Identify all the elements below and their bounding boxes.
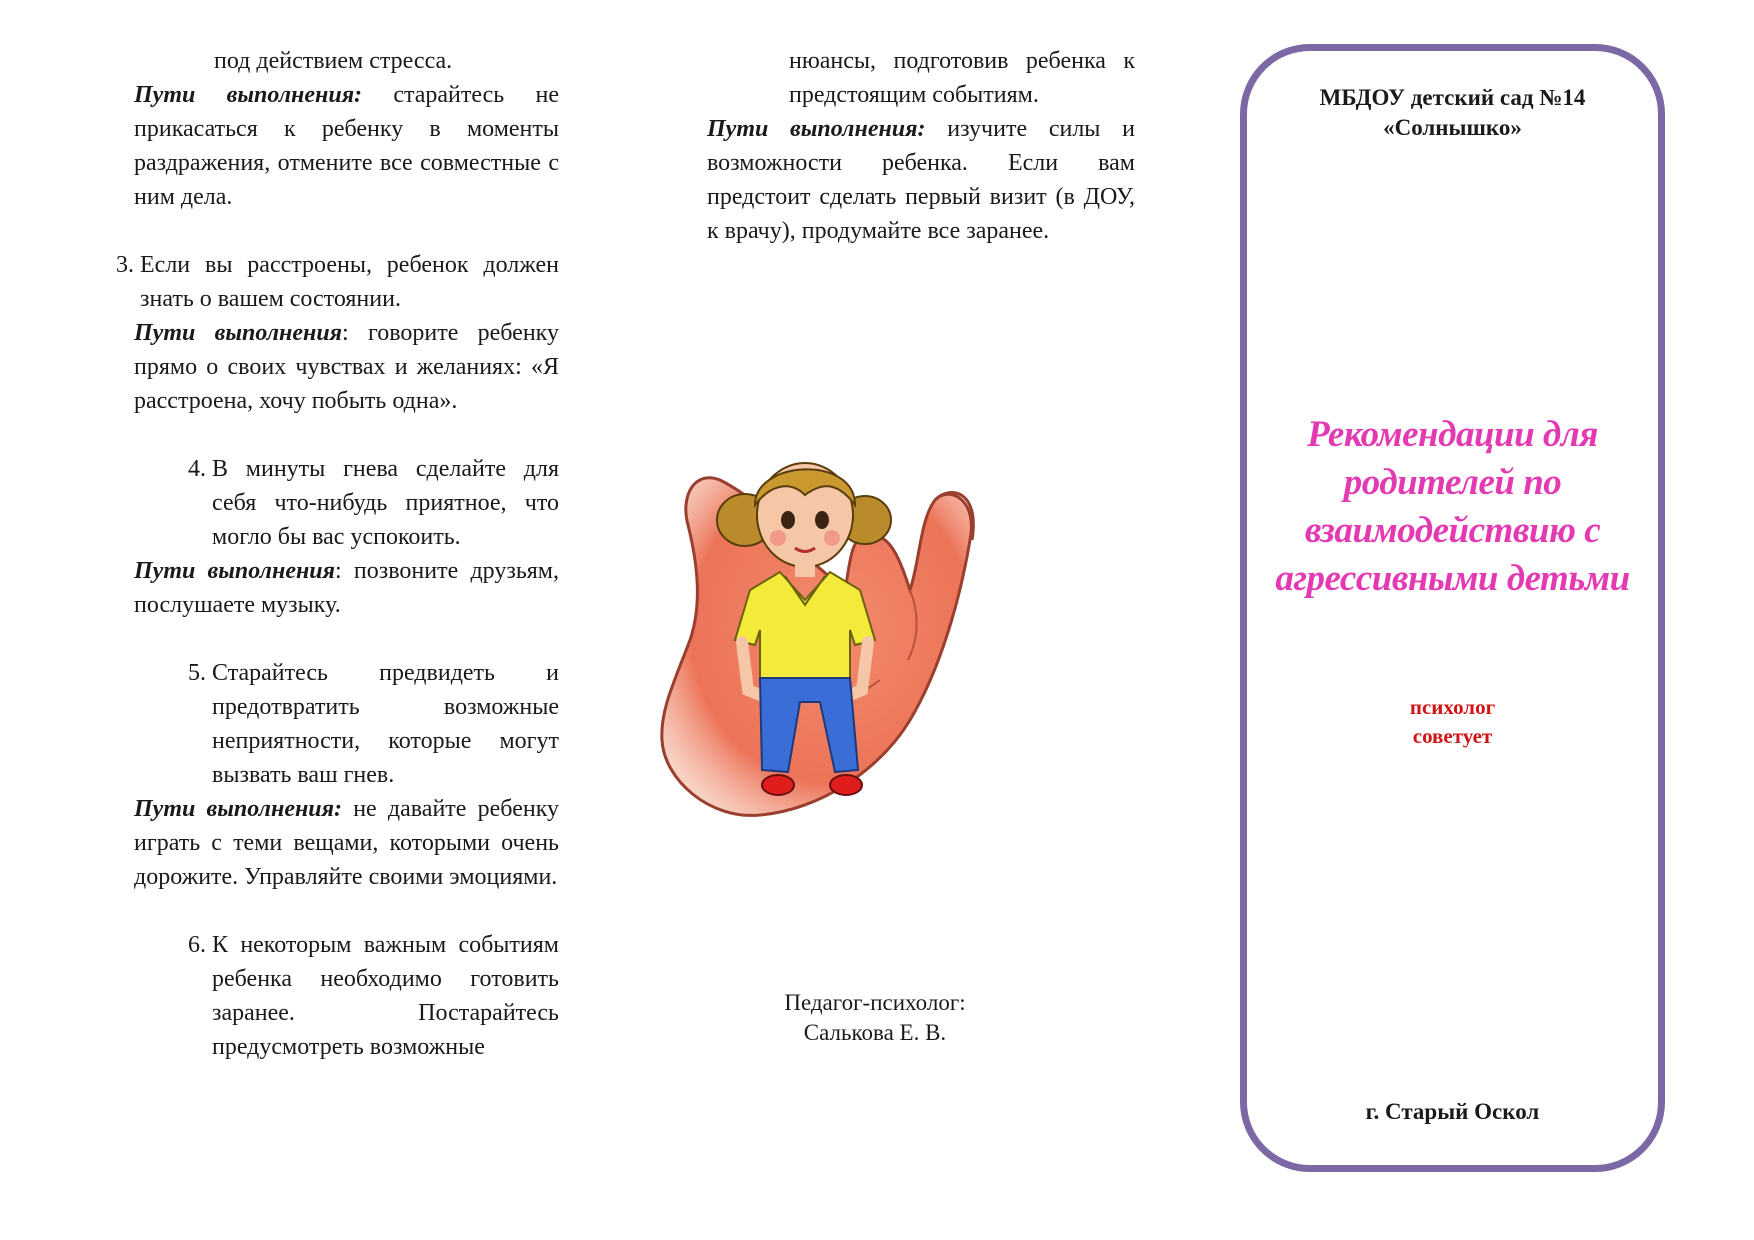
advice-line: психолог bbox=[1409, 695, 1496, 719]
list-item bbox=[134, 928, 559, 1064]
list-number: 5. bbox=[188, 660, 206, 686]
ways-text: не давайте ребенку играть с теми вещами, которыми очень дорожите. Управляйте своими эмоциями. bbox=[134, 796, 560, 890]
advice-line: советует bbox=[1412, 724, 1493, 748]
ways-label: Пути выполнения bbox=[134, 320, 343, 346]
paragraph bbox=[134, 316, 559, 418]
ways-label: Пути выполнения: bbox=[134, 796, 342, 822]
organization-name bbox=[1247, 83, 1658, 143]
list-number: 6. bbox=[188, 932, 206, 958]
city-name: г. Старый Оскол bbox=[1365, 1099, 1540, 1124]
list-number: 3. bbox=[116, 252, 134, 278]
org-line: «Солнышко» bbox=[1383, 115, 1522, 140]
list-item bbox=[134, 452, 559, 554]
paragraph bbox=[134, 78, 559, 214]
paragraph bbox=[707, 112, 1135, 248]
text-line: под действием стресса. bbox=[214, 48, 453, 74]
advice-caption bbox=[1247, 693, 1658, 751]
list-number: 4. bbox=[188, 456, 206, 482]
list-text: В минуты гнева сделайте для себя что-нибудь приятное, что могло бы вас успокоить. bbox=[212, 456, 559, 550]
list-item bbox=[98, 248, 559, 316]
org-line: МБДОУ детский сад №14 bbox=[1319, 85, 1586, 110]
middle-panel bbox=[707, 44, 1135, 248]
paragraph bbox=[134, 554, 559, 622]
ways-label: Пути выполнения bbox=[134, 558, 336, 584]
paragraph: нюансы, подготовив ребенка к предстоящим событиям. bbox=[789, 48, 1135, 108]
author-name: Салькова Е. В. bbox=[803, 1020, 947, 1045]
list-text: Старайтесь предвидеть и предотвратить возможные неприятности, которые могут вызвать ваш гнев. bbox=[212, 660, 559, 788]
ways-text: : позвоните друзьям, послушаете музыку. bbox=[134, 558, 559, 618]
brochure-title: Рекомендации для родителей по взаимодействию с агрессивными детьми bbox=[1275, 414, 1630, 599]
cover-panel bbox=[1240, 44, 1665, 1172]
ways-text: изучите силы и возможности ребенка. Если вам предстоит сделать первый визит (в ДОУ, к врачу), продумайте все заранее. bbox=[707, 116, 1135, 244]
list-item bbox=[134, 656, 559, 792]
author-role: Педагог-психолог: bbox=[784, 990, 966, 1015]
author-block bbox=[740, 988, 1010, 1048]
list-text: Если вы расстроены, ребенок должен знать о вашем состоянии. bbox=[140, 252, 559, 312]
ways-label: Пути выполнения: bbox=[134, 82, 363, 108]
left-panel bbox=[116, 44, 560, 1064]
ways-text: старайтесь не прикасаться к ребенку в моменты раздражения, отмените все совместные с ним дела. bbox=[134, 82, 559, 210]
ways-label: Пути выполнения: bbox=[707, 116, 926, 142]
girl-sitting-on-palm-illustration bbox=[650, 440, 1000, 870]
paragraph bbox=[134, 792, 559, 894]
ways-text: : говорите ребенку прямо о своих чувствах и желаниях: «Я расстроена, хочу побыть одна». bbox=[134, 320, 559, 414]
list-text: К некоторым важным событиям ребенка необходимо готовить заранее. Постарайтесь предусмотреть возможные bbox=[212, 932, 559, 1060]
